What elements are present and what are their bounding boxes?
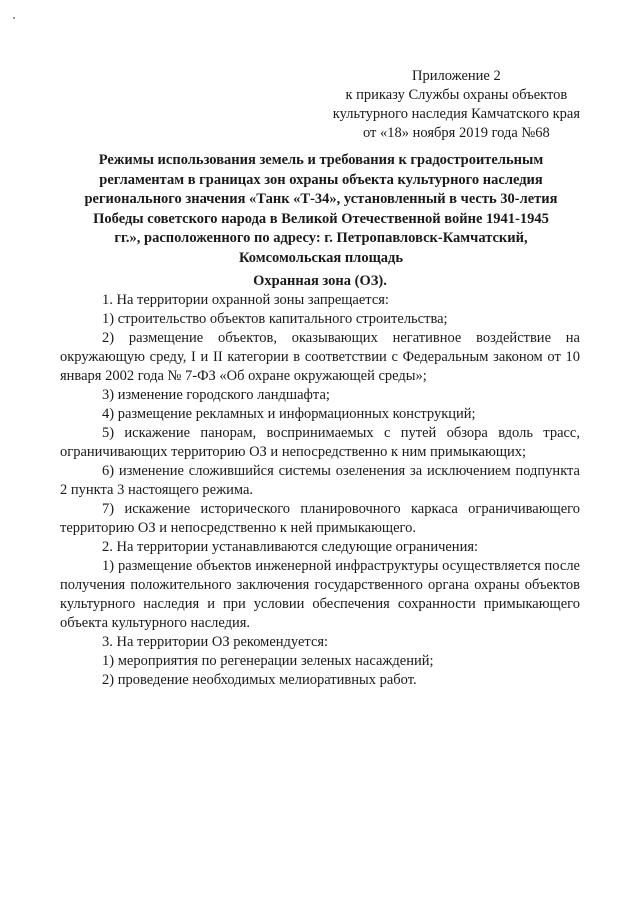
annex-line: Приложение 2 [412,68,501,84]
list-item: 2) размещение объектов, оказывающих негативное воздействие на окружающую среду, I и II категории в соответствии с Федеральным законом от 10 января 2002 года № 7-ФЗ «Об охране окружающей среды»; [60,330,580,384]
document-body [60,272,580,690]
annex-line: к приказу Службы охраны объектов [345,87,568,103]
list-item: 5) искажение панорам, воспринимаемых с путей обзора вдоль трасс, ограничивающих территорию ОЗ и непосредственно к ним примыкающих; [60,425,580,460]
list-item: 6) изменение сложившийся системы озеленения за исключением подпункта 2 пункта 3 настоящего режима. [60,463,580,498]
annex-line: от «18» ноября 2019 года №68 [362,125,550,141]
list-item: 2) проведение необходимых мелиоративных работ. [102,672,417,688]
list-item: 1) строительство объектов капитального строительства; [102,311,448,327]
scan-speck [13,17,15,19]
list-item: 4) размещение рекламных и информационных конструкций; [102,406,476,422]
paragraph: 2. На территории устанавливаются следующие ограничения: [102,539,479,555]
list-item: 7) искажение исторического планировочного каркаса ограничивающего территорию ОЗ и непосредственно к ней примыкающего. [60,501,580,536]
list-item: 1) мероприятия по регенерации зеленых насаждений; [102,653,434,669]
section-heading: Охранная зона (ОЗ). [253,273,387,289]
list-item: 3) изменение городского ландшафта; [102,387,330,403]
document-title: Режимы использования земель и требования к градостроительным регламентам в границах зон охраны объекта культурного наследия регионального значения «Танк «Т-34», установленный в честь 30-летия Победы советского народа в Великой Отечественной войне 1941-1945 гг.», расположенного по адресу: г. Петропавловск-Камчатский, Комсомольская площадь [84,152,558,266]
list-item: 1) размещение объектов инженерной инфраструктуры осуществляется после получения положительного заключения государственного органа охраны объектов культурного наследия и при условии обеспечения сохранности примыкающего объекта культурного наследия. [60,558,580,631]
paragraph: 1. На территории охранной зоны запрещается: [102,292,389,308]
annex-line: культурного наследия Камчатского края [332,106,580,122]
paragraph: 3. На территории ОЗ рекомендуется: [102,634,329,650]
annex-block [333,67,580,143]
